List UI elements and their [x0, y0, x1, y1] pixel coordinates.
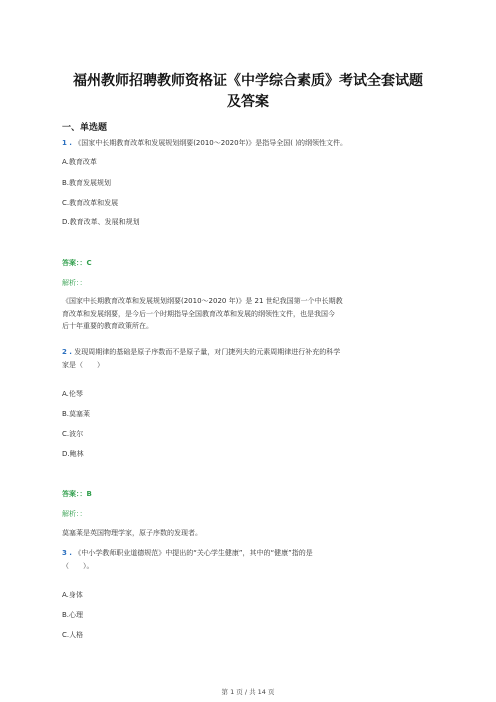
question-1-option-b: B.教育发展规划: [62, 179, 112, 187]
question-2-option-a: A.伦琴: [62, 390, 83, 398]
analysis-line: 育改革和发展纲要，是今后一个时期指导全国教育改革和发展的纲领性文件，也是我国今: [62, 309, 335, 318]
question-1-option-d: D.教育改革、发展和规划: [62, 218, 140, 226]
question-1-analysis: [62, 295, 436, 333]
question-1-option-c: C.教育改革和发展: [62, 199, 119, 207]
question-2-answer: 答案：：B: [62, 490, 92, 498]
question-3-option-a: A.身体: [62, 591, 83, 599]
question-text-line: [62, 346, 436, 359]
question-1-analysis-label: 解析：：: [62, 279, 87, 287]
analysis-line: 《国家中长期教育改革和发展规划纲要(2010～2020 年)》是 21 世纪我国第一个中长期教: [62, 297, 343, 305]
question-2-analysis: 莫塞莱是英国物理学家，原子序数的发现者。: [62, 529, 202, 537]
question-3-stem: [62, 547, 436, 572]
question-text-line: （ ）。: [62, 561, 94, 570]
question-2-option-c: C.波尔: [62, 430, 84, 438]
question-2-option-b: B.莫塞莱: [62, 410, 91, 418]
question-text: 《国家中长期教育改革和发展规划纲要(2010～2020年)》是指导全国( )的纲领性文件。: [74, 139, 347, 147]
question-text-line: 家是（ ）: [62, 360, 104, 369]
document-title-line1: 福州教师招聘教师资格证《中学综合素质》考试全套试题: [73, 73, 423, 89]
question-text: 《中小学教师职业道德规范》中提出的“关心学生健康”，其中的“健康”指的是: [74, 549, 313, 557]
question-2-stem: [62, 346, 436, 371]
question-1-option-a: A.教育改革: [62, 158, 97, 166]
question-2-option-d: D.鲍林: [62, 450, 84, 458]
question-text: 发现周期律的基础是原子序数而不是原子量，对门捷列夫的元素周期律进行补充的科学: [74, 348, 341, 356]
question-number: 1 .: [62, 139, 72, 147]
question-1-stem: [62, 138, 347, 148]
page-footer: 第 1 页 / 共 14 页: [221, 688, 275, 696]
document-title-line2: 及答案: [227, 94, 269, 110]
question-3-option-b: B.心理: [62, 611, 84, 619]
question-2-analysis-label: 解析：：: [62, 510, 87, 518]
question-3-option-c: C.人格: [62, 631, 84, 639]
question-number: 3 .: [62, 549, 72, 557]
section-heading: 一、单选题: [62, 123, 108, 133]
question-text-line: [62, 547, 436, 560]
question-1-answer: 答案：：C: [62, 259, 92, 267]
analysis-line: 后十年重要的教育政策所在。: [62, 322, 153, 330]
question-number: 2 .: [62, 348, 72, 356]
